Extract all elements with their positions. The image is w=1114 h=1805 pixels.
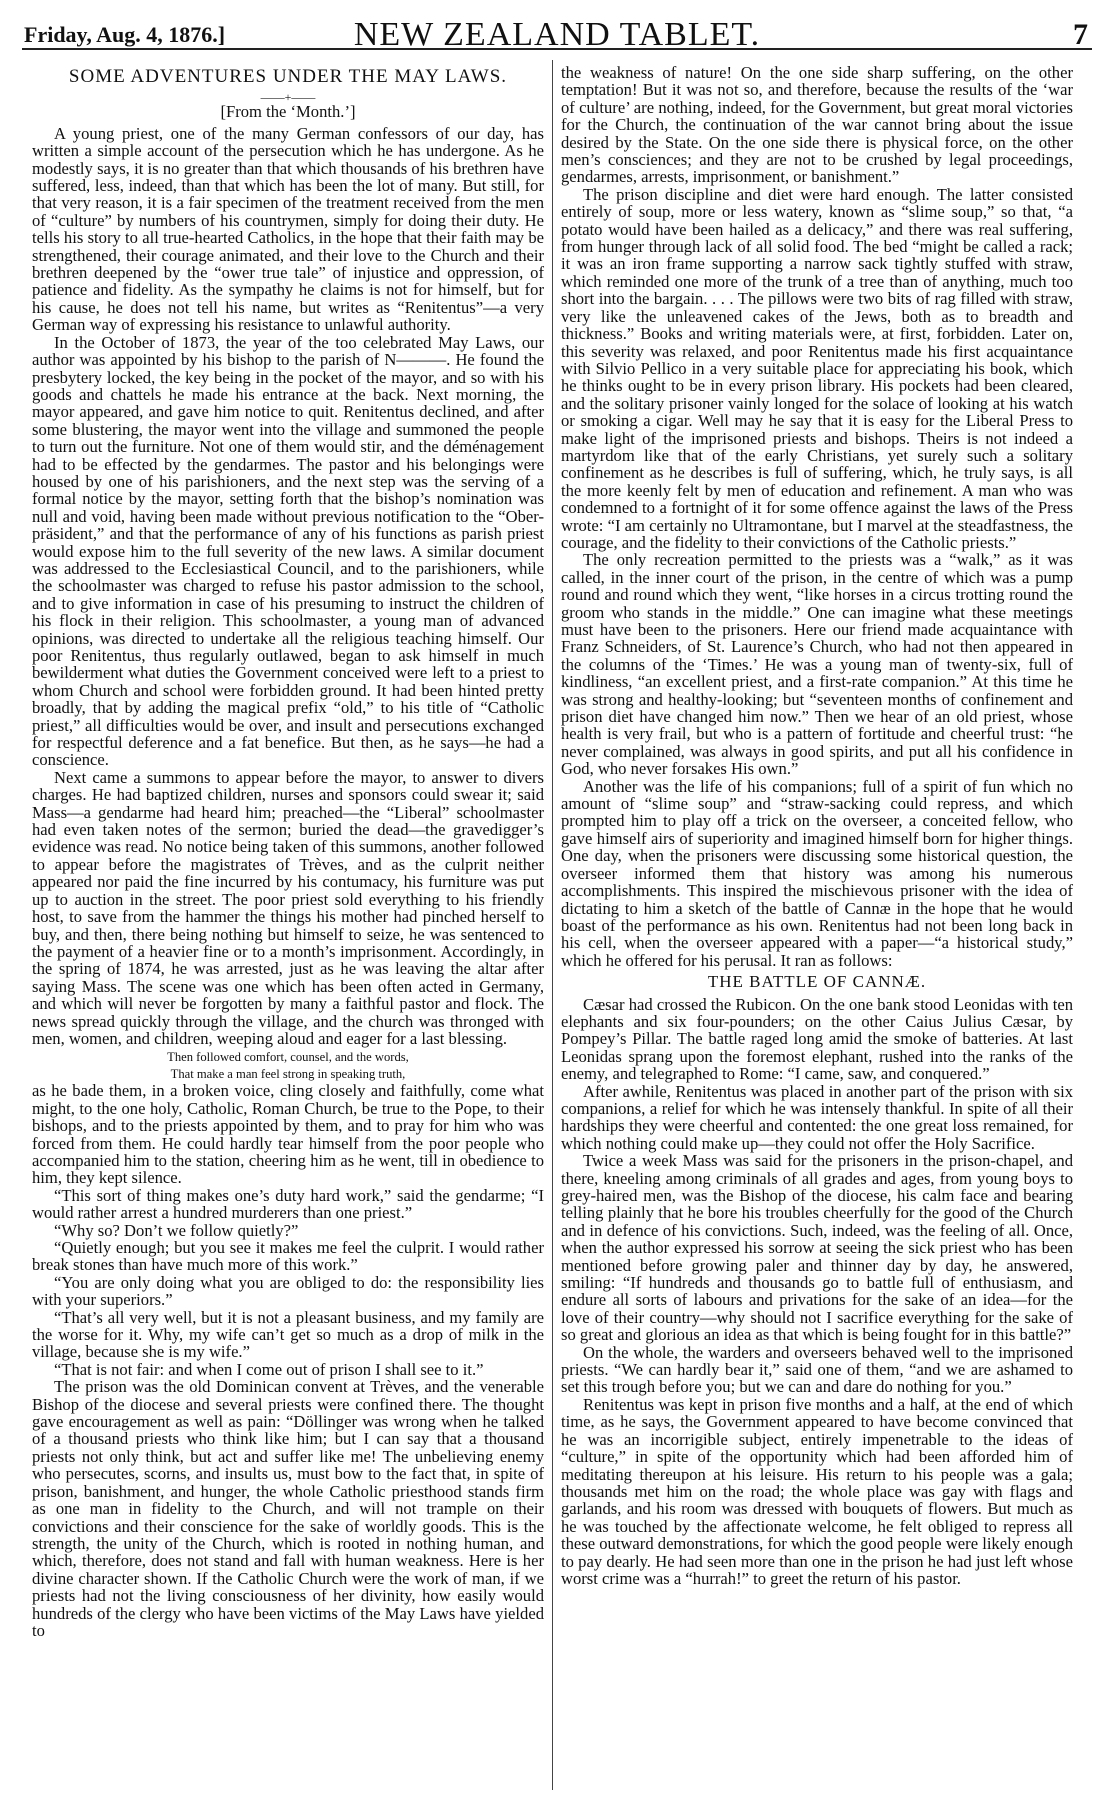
newspaper-title: NEW ZEALAND TABLET. (353, 16, 761, 53)
paragraph: On the whole, the warders and overseers behaved well to the imprisoned priests. “We can hardly bear it,” said one of them, “and we are ashamed to set this trough before you; but we can and dare do nothing for you.” (561, 1342, 1073, 1397)
verse-line: That make a man feel strong in speaking truth, (170, 1067, 406, 1082)
section-subheading: THE BATTLE OF CANNÆ. (707, 972, 927, 992)
page-number: 7 (1073, 18, 1088, 51)
paragraph: The only recreation permitted to the priests was a “walk,” as it was called, in the inner court of the prison, in the centre of which was a pump round and round which they went, “like horses in a circus trotting round the groom who stands in the middle.” One can imagine what these meetings must have been to the prisoners. Here our friend made acquaintance with Franz Schneiders, of St. Laurence’s Church, who had not then appeared in the columns of the ‘Times.’ He was a young man of twenty-six, full of kindliness, “an excellent priest, and a first-rate companion.” At this time he was strong and healthy-looking; but “seventeen months of confinement and prison diet have changed him now.” Then we hear of an old priest, whose health is very frail, but who is a pattern of fortitude and cheerful trust: “he never complained, was always in good spirits, and put all his confidence in God, who never forsakes His own.” (561, 550, 1073, 779)
verse-line: Then followed comfort, counsel, and the words, (167, 1050, 409, 1065)
paragraph: the weakness of nature! On the one side sharp suffering, on the other temptation! But it was not so, and therefore, because the results of the ‘war of culture’ are nothing, indeed, for the Government, but great moral victories for the Church, the continuation of the war cannot bring about the issue desired by the State. On the one side there is physical force, on the other men’s consciences; and they are not to be crushed by legal proceedings, gendarmes, arrests, imprisonment, or banishment.” (561, 63, 1073, 187)
article-headline: SOME ADVENTURES UNDER THE MAY LAWS. (68, 66, 508, 87)
paragraph: “Why so? Don’t we follow quietly?” (54, 1220, 299, 1240)
paragraph: In the October of 1873, the year of the too celebrated May Laws, our author was appointed by his bishop to the parish of N———. He found the presbytery locked, the key being in the pocket of the mayor, and so with his goods and chattels he made his entrance at the back. Next morning, the mayor appeared, and gave him notice to quit. Renitentus declined, and after some blustering, the mayor went into the village and summoned the people to turn out the furniture. Not one of them would stir, and the déménagement had to be effected by the gendarmes. The pastor and his belongings were housed by one of his parishioners, and the next step was the serving of a formal notice by the mayor, setting forth that the bishop’s nomination was null and void, having been made without previous notification to the “Ober-präsident,” and that the performance of any of his functions as parish priest would expose him to the full severity of the new laws. A similar document was addressed to the Ecclesiastical Council, and to the parishioners, while the schoolmaster was charged to refuse his pastor admission to the school, and to give information in case of his presuming to instruct the children of his flock in their religion. This schoolmaster, a young man of advanced opinions, was directed to undertake all the religious teaching himself. Our poor Renitentus, thus regularly outlawed, began to ask himself in much bewilderment what duties the Government conceived were left to a priest to whom Church and school were forbidden ground. It had been hinted pretty broadly, that by adding the magical prefix “old,” to his title of “Catholic priest,” all difficulties would be over, and insult and persecutions exchanged for respectful deference and a fat benefice. But then, as he says—he had a conscience. (32, 332, 544, 770)
paragraph: A young priest, one of the many German confessors of our day, has written a simple account of the persecution which he has undergone. As he modestly says, it is no greater than that which thousands of his brethren have suffered, less, indeed, than that which has been the lot of many. But still, for that very reason, it is a fair specimen of the treatment received from the men of “culture” by numbers of his countrymen, simply for doing their duty. He tells his story to all true-hearted Catholics, in the hope that their faith may be strengthened, their courage animated, and their love to the Church and their brethren deepened by the “ower true tale” of injustice and oppression, of patience and fidelity. As the sympathy he claims is not for himself, but for his cause, he does not tell his name, but writes as “Renitentus”—a very German way of expressing his resistance to unlawful authority. (32, 123, 544, 335)
left-column (32, 64, 544, 1639)
paragraph: The prison was the old Dominican convent at Trèves, and the venerable Bishop of the diocese and several priests were confined there. The thought gave encouragement as well as pain: “Döllinger was wrong when he talked of a thousand priests who think like him; but I can say that a thousand priests not only think, but act and suffer like me! The unbelieving enemy who persecutes, scorns, and insults us, must bow to the fact that, in spite of prison, banishment, and hunger, the whole Catholic priesthood stands firm as one man in fidelity to the Church, and will not trample on their convictions and their conscience for the sake of worldly goods. This is the strength, the unity of the Church, which is rooted in nothing human, and which, therefore, does not stand and fall with human weakness. Here is her divine character shown. If the Catholic Church were the work of man, if we priests had not the living consciousness of her divinity, how easily would hundreds of the clergy who have been victims of the May Laws have yielded to (32, 1377, 544, 1640)
paragraph: Renitentus was kept in prison five months and a half, at the end of which time, as he says, the Government appeared to have become convinced that he was an incorrigible subject, entirely impenetrable to the ideas of “culture,” in spite of the opportunity which had been afforded him of meditating thereupon at his leisure. His return to his people was a gala; thousands met him on the road; the whole place was gay with flags and garlands, and his room was dressed with bouquets of flowers. But much as he was touched by the affectionate welcome, he felt obliged to repress all these outward demonstrations, for which the good people were likely enough to pay dearly. He had seen more than one in the prison he had just left whose worst crime was a “hurrah!” to greet the return of his pastor. (561, 1394, 1073, 1588)
issue-date: Friday, Aug. 4, 1876.] (24, 22, 226, 47)
paragraph: Twice a week Mass was said for the prisoners in the prison-chapel, and there, kneeling among criminals of all grades and ages, from young boys to grey-haired men, was the Bishop of the diocese, his calm face and bearing telling plainly that he bore his troubles cheerfully for the good of the Church and in defence of his convictions. Such, indeed, was the feeling of all. Once, when the author expressed his sorrow at seeing the sick priest who has been mentioned before growing paler and thinner day by day, he answered, smiling: “If hundreds and thousands go to battle full of enthusiasm, and endure all sorts of labours and privations for the sake of an idea—for the love of their country—why should not I sacrifice everything for the sake of so great and glorious an idea as that which is being fought for in this battle?” (561, 1151, 1073, 1345)
paragraph: “That’s all very well, but it is not a pleasant business, and my family are the worse for it. Why, my wife can’t get so much as a drop of milk in the village, because she is my wife.” (32, 1307, 544, 1362)
paragraph: “You are only doing what you are obliged to do: the responsibility lies with your superiors.” (32, 1272, 544, 1310)
paragraph: as he bade them, in a broken voice, cling closely and faithfully, come what might, to the one holy, Catholic, Roman Church, be true to the Pope, to their bishops, and to the priests appointed by them, and to pray for him who was forced from them. He could hardly tear himself from the poor people who accompanied him to the station, cheering him as he went, till in obedience to him, they kept silence. (32, 1081, 544, 1188)
right-column (561, 64, 1073, 1587)
paragraph: The prison discipline and diet were hard enough. The latter consisted entirely of soup, more or less watery, known as “slime soup,” so that, “a potato would have been hailed as a delicacy,” and there was real suffering, from hunger through lack of all solid food. The bed “might be called a rack; it was an iron frame supporting a narrow sack tightly stuffed with straw, which reminded one more of the trunk of a tree than of anything, much too short into the bargain. . . . The pillows were two bits of rag filled with straw, very like the unleavened cakes of the Jews, both as to breadth and thickness.” Books and writing materials were, at first, forbidden. Later on, this severity was relaxed, and poor Renitentus made his first acquaintance with Silvio Pellico in a very suitable place for appreciating his book, which he thinks ought to be in every prison library. His pockets had been cleared, and the solitary prisoner vainly longed for the solace of looking at his watch or smoking a cigar. Well may he say that it is easy for the Liberal Press to make light of the imprisoned priests and bishops. Theirs is not indeed a martyrdom like that of the early Christians, yet surely such a solitary confinement as he describes is full of suffering, which, he truly says, is all the more keenly felt by men of education and refinement. A man who was condemned to a fortnight of it for some offence against the laws of the Press wrote: “I am certainly no Ultramontane, but I marvel at the steadfastness, the courage, and the fidelity to their convictions of the Catholic priests.” (561, 184, 1073, 552)
paragraph: Cæsar had crossed the Rubicon. On the one bank stood Leonidas with ten elephants and six four-pounders; on the other Caius Julius Cæsar, by Pompey’s Pillar. The battle raged long amid the smoke of batteries. At last Leonidas sprang upon the foremost elephant, rushed into the ranks of the enemy, and telegraphed to Rome: “I came, saw, and conquered.” (561, 994, 1073, 1084)
masthead (22, 8, 1092, 53)
article-source: [From the ‘Month.’] (220, 102, 356, 122)
paragraph: Next came a summons to appear before the mayor, to answer to divers charges. He had baptized children, nurses and sponsors could swear it; said Mass—a gendarme had heard him; preached—the “Liberal” schoolmaster had even taken notes of the sermon; buried the dead—the gravedigger’s evidence was read. No notice being taken of this summons, another followed to appear before the magistrates of Trèves, and as the culprit neither appeared nor paid the fine incurred by his contumacy, his furniture was put up to auction in the street. The poor priest sold everything to his friendly host, to save from the hammer the things his mother had pinched herself to buy, and then, there being nothing but himself to seize, he was sentenced to the payment of a heavier fine or to a month’s imprisonment. Accordingly, in the spring of 1874, he was arrested, just as he was leaving the altar after saying Mass. The scene was one which has been often acted in Germany, and which will never be forgotten by many a faithful pastor and flock. The news spread quickly through the village, and the church was thronged with men, women, and children, weeping aloud and eager for a last blessing. (32, 767, 544, 1048)
paragraph: After awhile, Renitentus was placed in another part of the prison with six companions, a relief for which he was intensely thankful. In spite of all their hardships they were cheerful and contented: the one great loss remained, for which nothing could make up—they could not offer the Holy Sacrifice. (561, 1081, 1073, 1153)
headline-ornament: ——+—— (260, 90, 316, 105)
paragraph: “That is not fair: and when I come out of prison I shall see to it.” (54, 1359, 484, 1379)
column-divider (552, 60, 553, 1790)
paragraph: “This sort of thing makes one’s duty hard work,” said the gendarme; “I would rather arrest a hundred murderers than one priest.” (32, 1185, 544, 1223)
paragraph: Another was the life of his companions; full of a spirit of fun which no amount of “slime soup” and “straw-sacking could repress, and which prompted him to play off a trick on the overseer, a conceited fellow, who gave himself airs of superiority and imagined himself born for higher things. One day, when the prisoners were discussing some historical question, the overseer informed them that history was among his numerous accomplishments. This inspired the mischievous prisoner with the idea of dictating to him a sketch of the battle of Cannæ in the hope that he would boast of the performance as his own. Renitentus had not been long back in his cell, when the overseer appeared with a paper—“a historical study,” which he offered for his perusal. It ran as follows: (561, 776, 1073, 970)
paragraph: “Quietly enough; but you see it makes me feel the culprit. I would rather break stones than have much more of this work.” (32, 1238, 544, 1275)
